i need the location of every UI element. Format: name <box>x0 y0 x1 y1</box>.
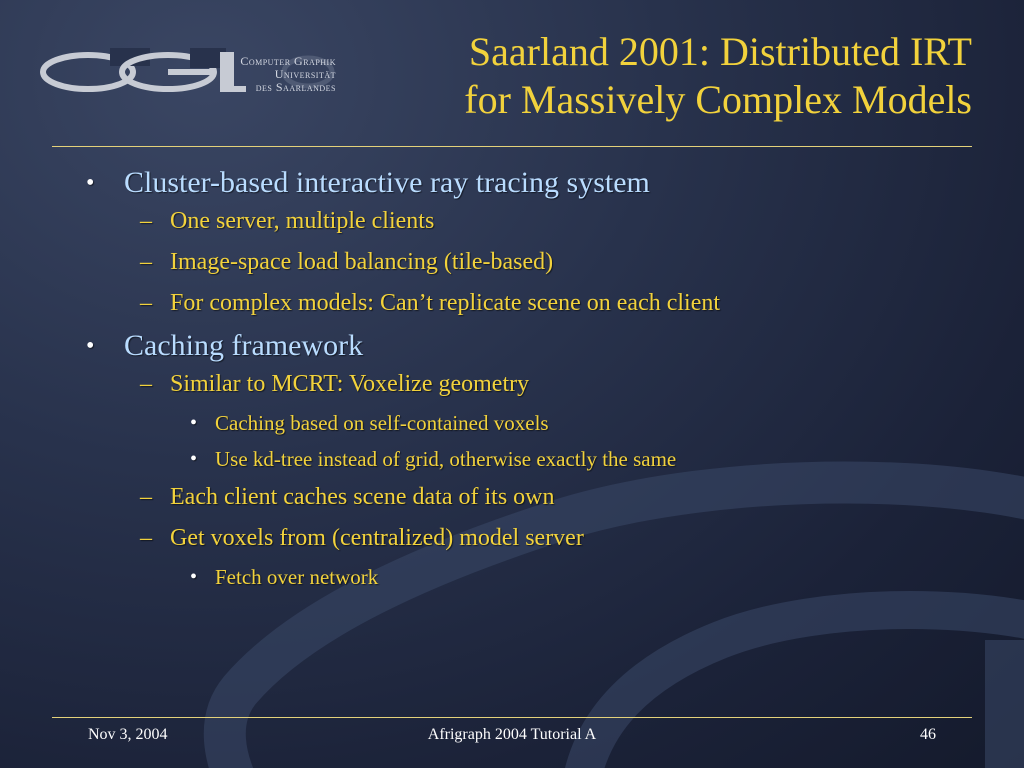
logo-line-2: Universität <box>274 67 336 81</box>
sub-bullet-item <box>86 369 966 399</box>
footer-date: Nov 3, 2004 <box>88 726 168 743</box>
title-line-1: Saarland 2001: Distributed IRT <box>468 29 972 74</box>
page-number: 46 <box>920 726 936 743</box>
dash-icon: – <box>140 208 152 234</box>
dash-icon: – <box>140 484 152 510</box>
bullet-icon: • <box>86 333 95 359</box>
slide-title <box>352 28 972 124</box>
sub-bullet-text: For complex models: Can’t replicate scene on each client <box>170 290 721 316</box>
bullet-item <box>86 329 966 363</box>
sub-bullet-text: One server, multiple clients <box>170 208 435 234</box>
sub-bullet-text: Similar to MCRT: Voxelize geometry <box>170 371 530 397</box>
dash-icon: – <box>140 371 152 397</box>
sub-sub-bullet-item <box>86 564 966 590</box>
sub-bullet-text: Get voxels from (centralized) model server <box>170 525 584 551</box>
logo-line-1: Computer Graphik <box>240 54 336 68</box>
dash-icon: – <box>140 525 152 551</box>
dash-icon: – <box>140 249 152 275</box>
bullet-item <box>86 166 966 200</box>
bullet-text: Cluster-based interactive ray tracing system <box>124 166 650 199</box>
title-line-2: for Massively Complex Models <box>464 77 972 122</box>
sub-bullet-item <box>86 288 966 318</box>
logo-text <box>196 55 336 94</box>
sub-bullet-item <box>86 523 966 553</box>
sub-sub-bullet-text: Use kd-tree instead of grid, otherwise exactly the same <box>215 447 677 471</box>
bullet-icon: • <box>190 412 198 434</box>
logo-line-3: des Saarlandes <box>255 80 336 94</box>
sub-bullet-item <box>86 206 966 236</box>
bullet-text: Caching framework <box>124 329 364 362</box>
bullet-icon: • <box>190 448 198 470</box>
footer-event: Afrigraph 2004 Tutorial A <box>427 726 597 743</box>
sub-bullet-item <box>86 247 966 277</box>
sub-sub-bullet-text: Fetch over network <box>215 565 379 589</box>
bullet-icon: • <box>190 566 198 588</box>
slide-content <box>86 164 966 600</box>
sub-bullet-text: Each client caches scene data of its own <box>170 484 555 510</box>
sub-sub-bullet-text: Caching based on self-contained voxels <box>215 411 549 435</box>
title-divider <box>52 146 972 147</box>
sub-bullet-text: Image-space load balancing (tile-based) <box>170 249 554 275</box>
sub-bullet-item <box>86 482 966 512</box>
sub-sub-bullet-item <box>86 410 966 436</box>
bullet-icon: • <box>86 170 95 196</box>
footer-divider <box>52 717 972 718</box>
dash-icon: – <box>140 290 152 316</box>
sub-sub-bullet-item <box>86 446 966 472</box>
